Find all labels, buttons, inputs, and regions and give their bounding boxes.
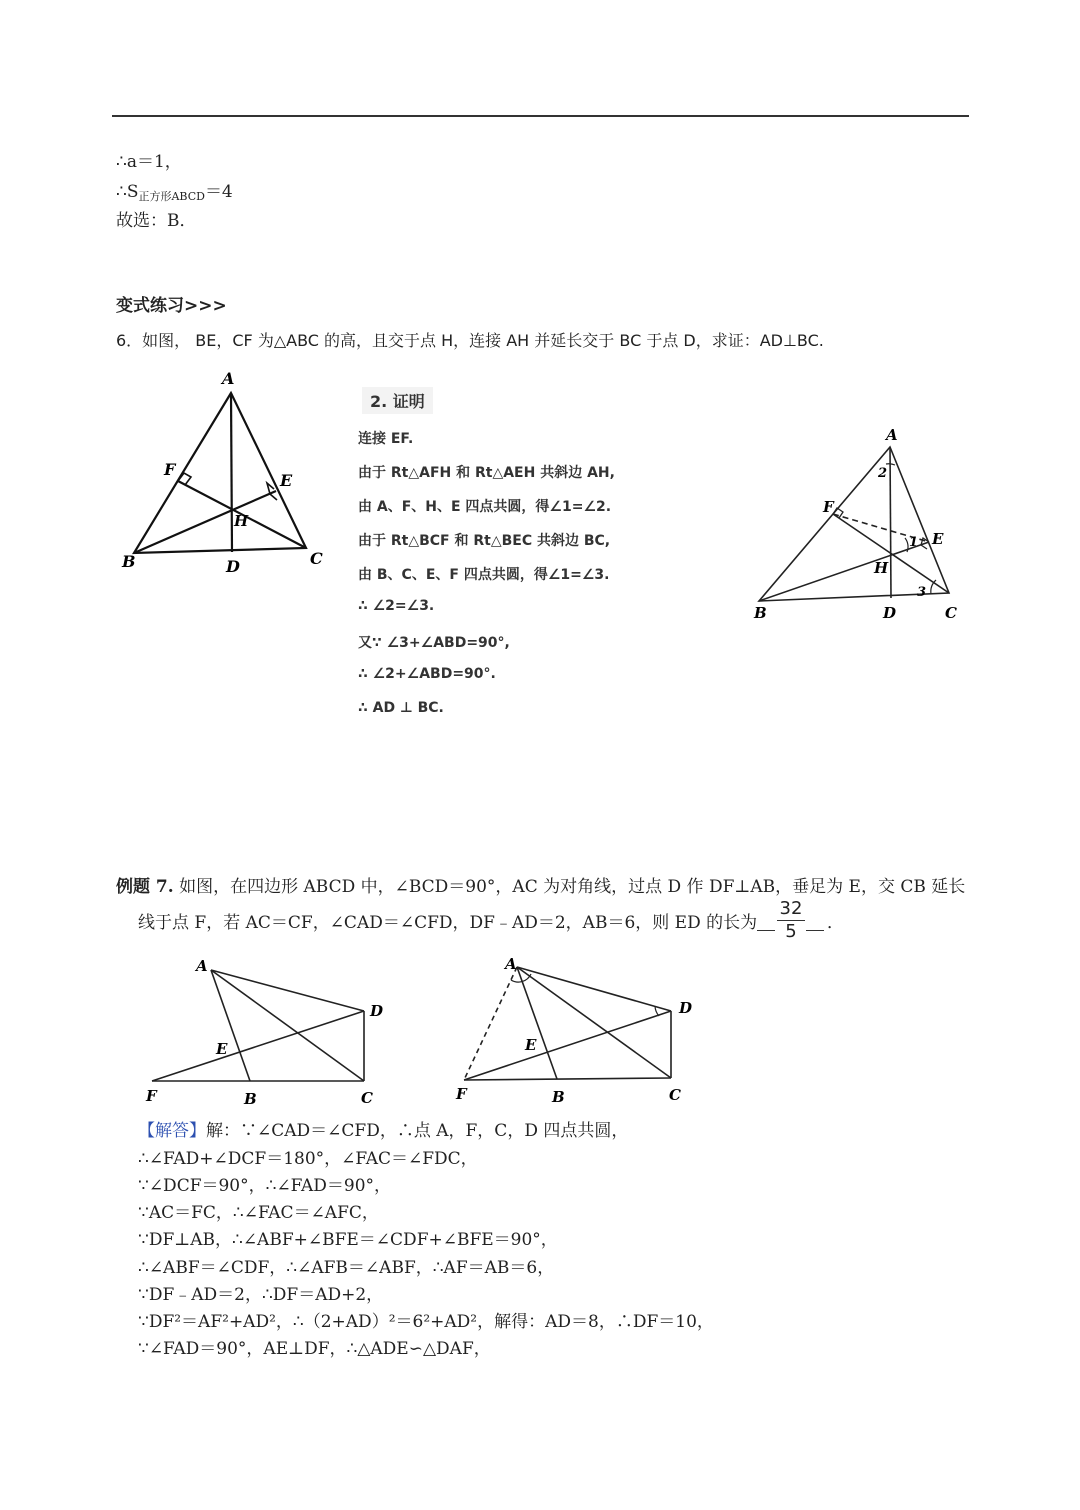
fig3-label-C: C: [361, 1089, 373, 1107]
proof-title: 2. 证明: [362, 387, 433, 414]
figure-quadrilateral-2: [445, 950, 705, 1110]
solution-line: ∵DF⊥AB，∴∠ABF+∠BFE＝∠CDF+∠BFE＝90°，: [138, 1230, 558, 1250]
proof-line: 由 A、F、H、E 四点共圆，得∠1=∠2.: [358, 499, 612, 515]
fig2-label-1: 1: [909, 535, 919, 550]
solution-line: ∵DF﹣AD＝2，∴DF＝AD+2，: [138, 1285, 384, 1305]
figure-triangle-orthocenter: [110, 365, 340, 580]
solution-line: ∵∠FAD＝90°，AE⊥DF，∴△ADE∽△DAF，: [138, 1339, 491, 1359]
proof-line: 又∵ ∠3+∠ABD=90°,: [358, 635, 510, 651]
fig2-label-B: B: [754, 604, 767, 622]
fig1-label-E: E: [280, 471, 293, 490]
fig2-label-H: H: [874, 559, 889, 577]
section-title: 变式练习>>>: [116, 296, 227, 316]
figure-proof-triangle: [745, 420, 975, 630]
solution-line: ∴∠ABF＝∠CDF，∴∠AFB＝∠ABF，∴AF＝AB＝6，: [138, 1258, 555, 1278]
fig1-label-D: D: [226, 557, 240, 576]
fig1-label-B: B: [122, 552, 136, 571]
example-7-label: 例题 7.: [116, 877, 174, 897]
fig3-label-B: B: [244, 1090, 257, 1108]
proof-line: ∴ ∠2+∠ABD=90°.: [358, 666, 496, 682]
answer-line-3: 故选：B．: [116, 211, 197, 231]
fig2-label-3: 3: [917, 585, 927, 600]
answer-blank-left: [757, 930, 775, 931]
area-subscript: 正方形ABCD: [138, 190, 205, 203]
fig2-label-2: 2: [878, 466, 888, 481]
fig2-label-A: A: [886, 426, 898, 444]
solution-line: ∵AC＝FC，∴∠FAC＝∠AFC，: [138, 1203, 379, 1223]
figure-quadrilateral-1: [140, 950, 400, 1110]
fig4-label-D: D: [679, 999, 693, 1017]
fig4-label-E: E: [525, 1036, 537, 1054]
answer-line-2: [116, 177, 233, 202]
fig3-label-E: E: [216, 1040, 228, 1058]
fig2-label-E: E: [932, 530, 944, 548]
solution-line: ∴∠FAD+∠DCF＝180°，∠FAC＝∠FDC，: [138, 1149, 478, 1169]
answer-blank-right: [806, 930, 824, 931]
fig4-label-C: C: [669, 1086, 681, 1104]
solution-text: 解：∵∠CAD＝∠CFD，∴点 A，F，C，D 四点共圆，: [206, 1121, 629, 1141]
proof-line: ∴ ∠2=∠3.: [358, 598, 435, 614]
proof-line: ∴ AD ⊥ BC.: [358, 700, 444, 716]
example-7-text-1: 如图，在四边形 ABCD 中，∠BCD＝90°，AC 为对角线，过点 D 作 DF⊥AB，垂足为 E，交 CB 延长: [179, 877, 966, 897]
proof-line: 连接 EF.: [358, 431, 414, 447]
fig3-label-A: A: [196, 957, 208, 975]
answer-fraction: [777, 898, 805, 943]
fig3-label-D: D: [370, 1002, 384, 1020]
answer-line-1: ∴a＝1，: [116, 152, 182, 172]
fig4-label-F: F: [456, 1085, 467, 1103]
fig1-label-C: C: [310, 549, 323, 568]
header-rule: [112, 115, 969, 117]
question-6: 6．如图， BE，CF 为△ABC 的高，且交于点 H，连接 AH 并延长交于 BC 于点 D，求证：AD⊥BC.: [116, 331, 824, 350]
fig1-label-F: F: [164, 460, 176, 479]
fig1-label-H: H: [234, 512, 249, 530]
area-prefix: ∴S: [116, 182, 139, 202]
example-7-line-1: [116, 872, 965, 897]
proof-line: 由于 Rt△AFH 和 Rt△AEH 共斜边 AH,: [358, 465, 615, 481]
fig4-label-A: A: [505, 955, 517, 973]
proof-line: 由于 Rt△BCF 和 Rt△BEC 共斜边 BC,: [358, 533, 611, 549]
solution-line-1: [138, 1116, 628, 1141]
fig1-label-A: A: [222, 369, 235, 388]
solution-tag: 【解答】: [138, 1121, 206, 1141]
fig4-label-B: B: [552, 1088, 565, 1106]
example-7-period: ．: [827, 913, 844, 933]
fig2-label-C: C: [945, 604, 957, 622]
fig3-label-F: F: [146, 1087, 157, 1105]
example-7-line-2: 线于点 F，若 AC＝CF，∠CAD＝∠CFD，DF﹣AD＝2，AB＝6，则 ED 的长为: [138, 913, 758, 933]
proof-line: 由 B、C、E、F 四点共圆，得∠1=∠3.: [358, 567, 610, 583]
fraction-numerator: 32: [777, 898, 805, 921]
fraction-denominator: 5: [785, 921, 797, 942]
fig2-label-F: F: [823, 498, 834, 516]
solution-line: ∵∠DCF＝90°，∴∠FAD＝90°，: [138, 1176, 392, 1196]
solution-line: ∵DF²＝AF²+AD²，∴（2+AD）²＝6²+AD²，解得：AD＝8，∴DF＝10，: [138, 1312, 714, 1332]
area-suffix: ＝4: [204, 182, 233, 202]
fig2-label-D: D: [883, 604, 897, 622]
